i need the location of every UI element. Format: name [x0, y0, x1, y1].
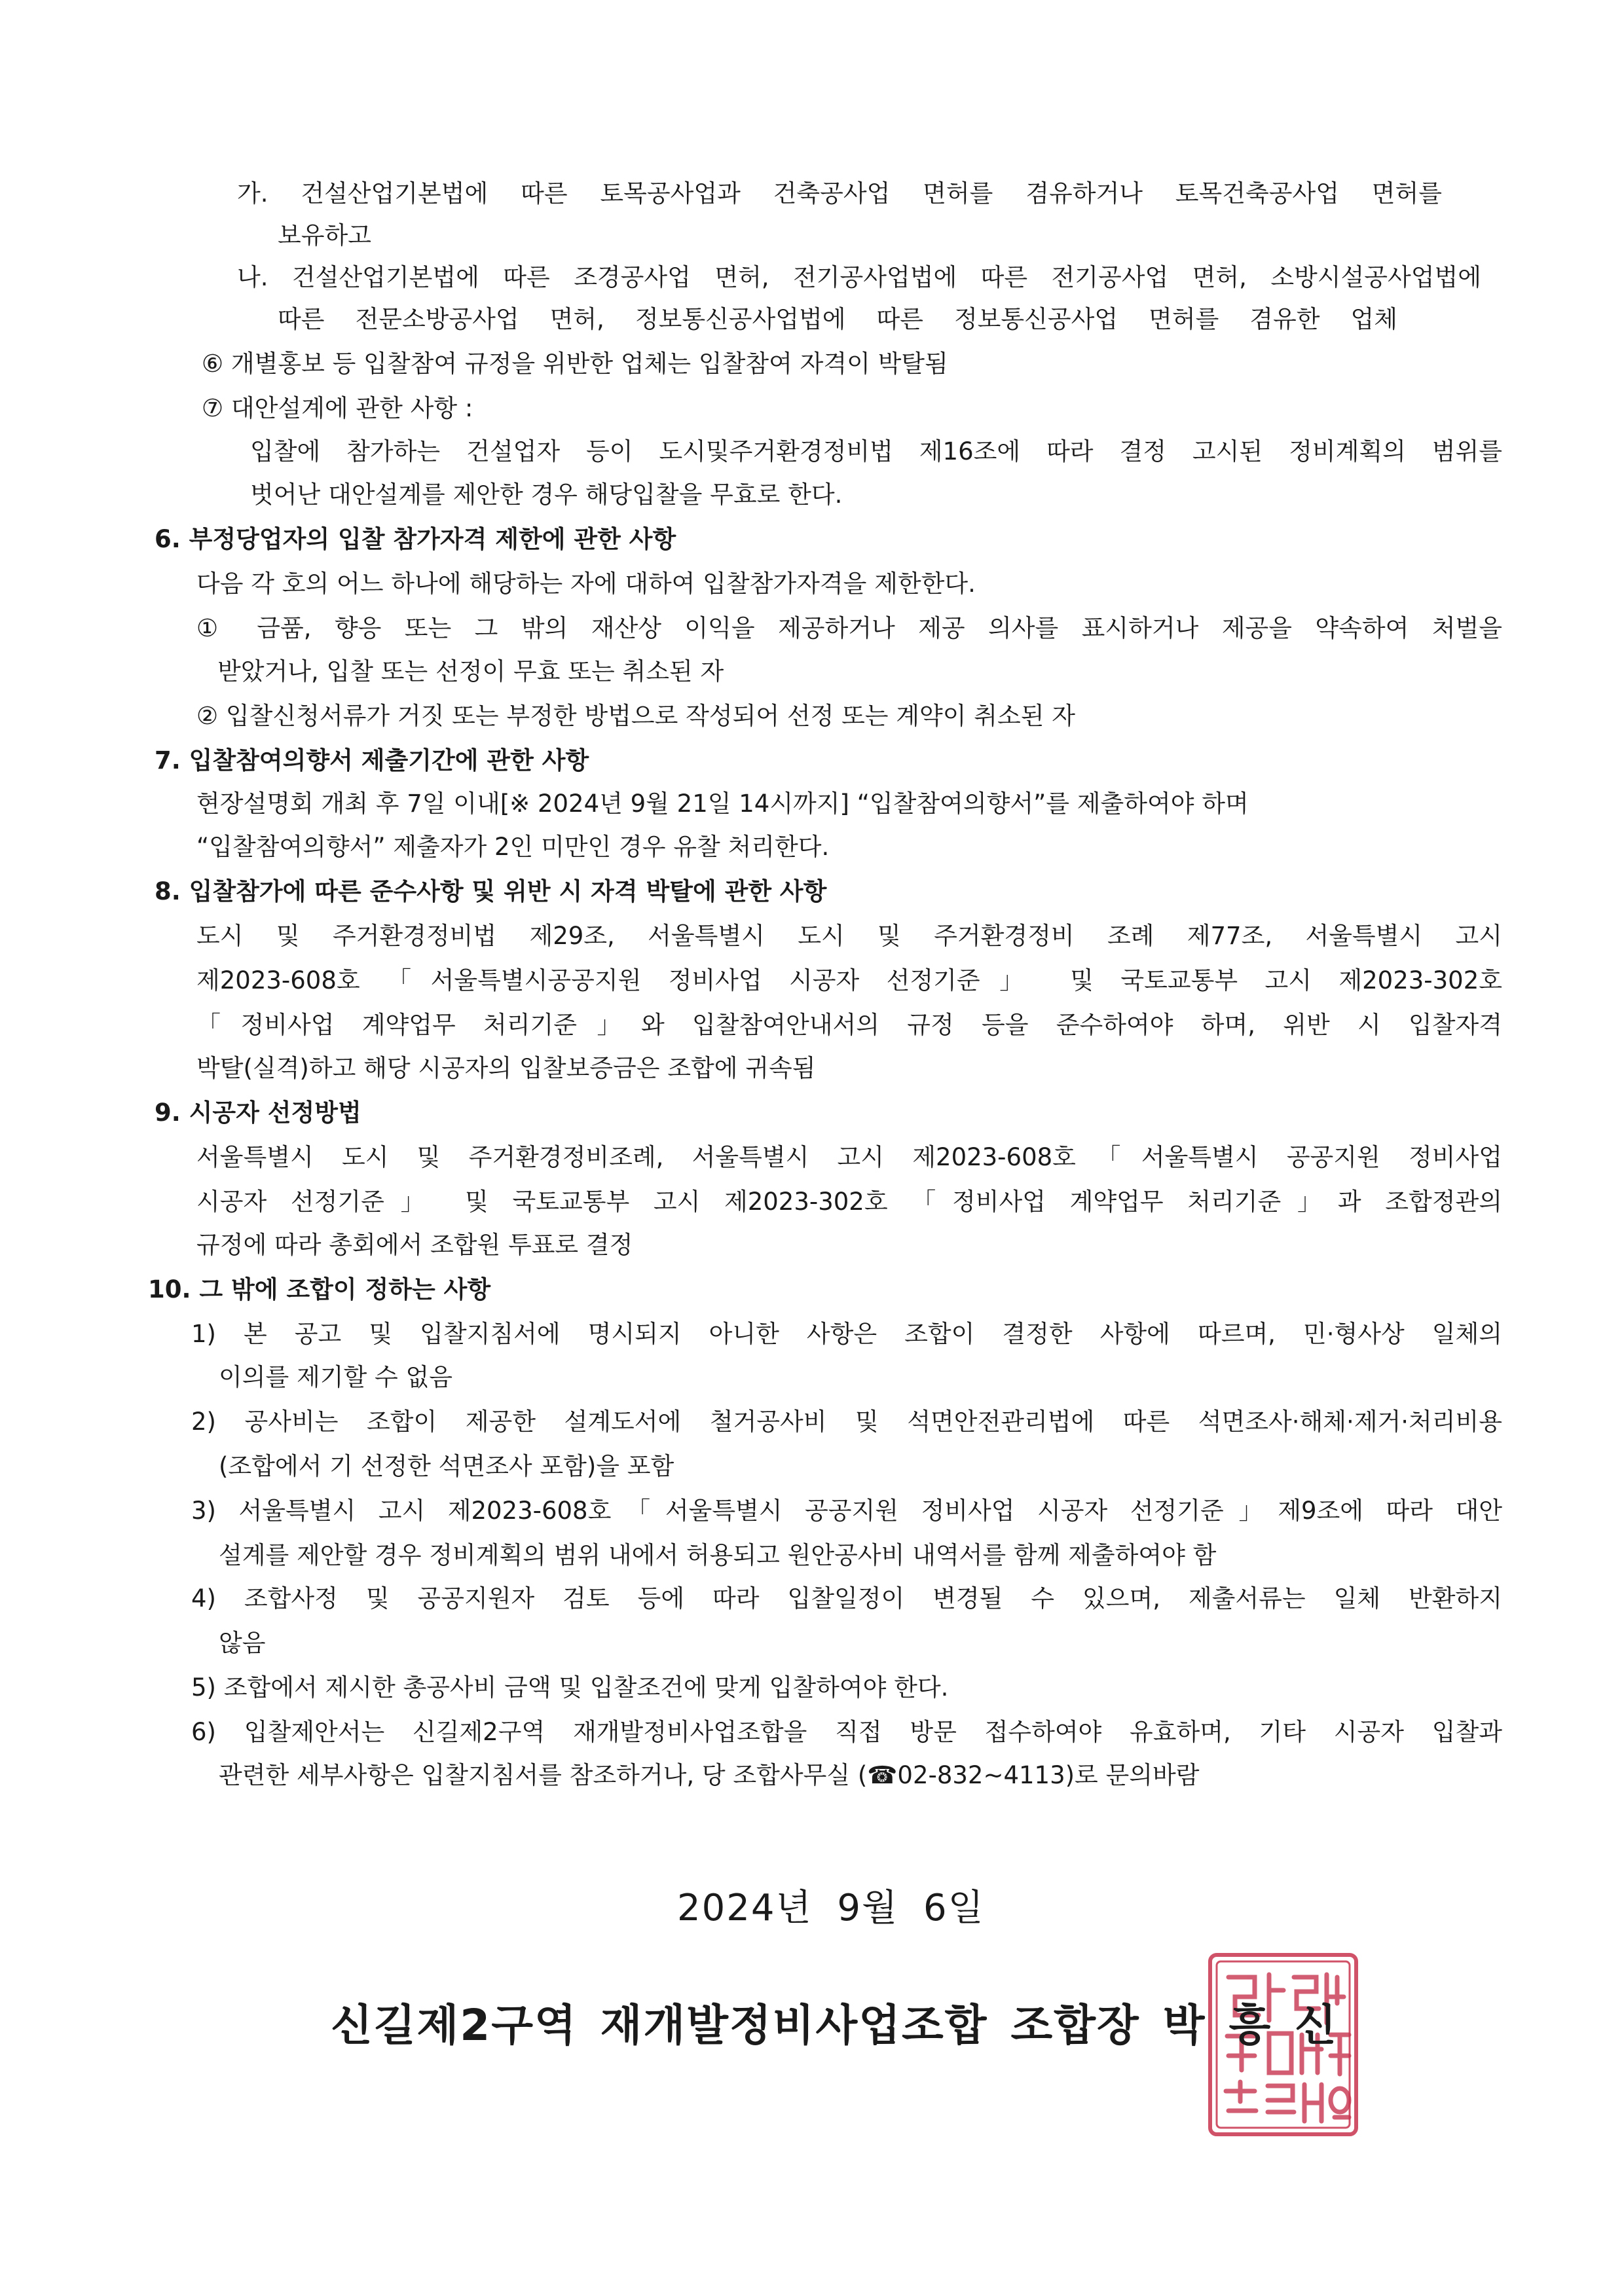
section-10-item2-line2: (조합에서 기 선정한 석면조사 포함)을 포함 [219, 1452, 674, 1480]
section-10-item4-line2: 않음 [219, 1629, 266, 1657]
alt-design-line1: 입찰에 참가하는 건설업자 등이 도시및주거환경정비법 제16조에 따라 결정 고시된 정비계획의 범위를 [250, 437, 1502, 465]
section-8-heading: 8. 입찰참가에 따른 준수사항 및 위반 시 자격 박탈에 관한 사항 [155, 877, 827, 905]
section-9-line1: 서울특별시 도시 및 주거환경정비조례, 서울특별시 고시 제2023-608호「서울특별시 공공지원 정비사업 [196, 1143, 1502, 1171]
section-10-item1-line1: 1) 본 공고 및 입찰지침서에 명시되지 아니한 사항은 조합이 결정한 사항에 따르며, 민·형사상 일체의 [191, 1320, 1502, 1348]
section-10-item3-line1: 3) 서울특별시 고시 제2023-608호「서울특별시 공공지원 정비사업 시공자 선정기준」제9조에 따라 대안 [191, 1497, 1502, 1525]
item-ga-line2: 보유하고 [278, 221, 371, 249]
section-8-line4: 박탈(실격)하고 해당 시공자의 입찰보증금은 조합에 귀속됨 [196, 1054, 816, 1082]
section-10-item4-line1: 4) 조합사정 및 공공지원자 검토 등에 따라 입찰일정이 변경될 수 있으며, 제출서류는 일체 반환하지 [191, 1584, 1502, 1613]
section-8-line1: 도시 및 주거환경정비법 제29조, 서울특별시 도시 및 주거환경정비 조례 제77조, 서울특별시 고시 [196, 922, 1502, 950]
section-6-heading: 6. 부정당업자의 입찰 참가자격 제한에 관한 사항 [155, 525, 676, 553]
section-7-line2: “입찰참여의향서” 제출자가 2인 미만인 경우 유찰 처리한다. [196, 833, 830, 861]
section-10-item6-line1: 6) 입찰제안서는 신길제2구역 재개발정비사업조합을 직접 방문 접수하여야 유효하며, 기타 시공자 입찰과 [191, 1718, 1502, 1746]
section-9-line3: 규정에 따라 총회에서 조합원 투표로 결정 [196, 1231, 633, 1259]
item-na-line1: 나. 건설산업기본법에 따른 조경공사업 면허, 전기공사업법에 따른 전기공사업 면허, 소방시설공사업법에 [237, 263, 1481, 291]
section-7-line1: 현장설명회 개최 후 7일 이내[※ 2024년 9월 21일 14시까지] “입찰참여의향서”를 제출하여야 하며 [196, 790, 1249, 818]
section-10-item1-line2: 이의를 제기할 수 없음 [219, 1363, 452, 1391]
item-ga-line1: 가. 건설산업기본법에 따른 토목공사업과 건축공사업 면허를 겸유하거나 토목건축공사업 면허를 [237, 179, 1442, 208]
signature-line: 신길제2구역 재개발정비사업조합 조합장 박 흥 신 [331, 2000, 1338, 2050]
item-na-line2: 따른 전문소방공사업 면허, 정보통신공사업법에 따른 정보통신공사업 면허를 겸유한 업체 [278, 305, 1397, 333]
section-10-item2-line1: 2) 공사비는 조합이 제공한 설계도서에 철거공사비 및 석면안전관리법에 따른 석면조사·해체·제거·처리비용 [191, 1408, 1502, 1436]
section-9-line2: 시공자 선정기준」 및 국토교통부 고시 제2023-302호 「정비사업 계약업무 처리기준」과 조합정관의 [196, 1188, 1502, 1216]
section-7-heading: 7. 입찰참여의향서 제출기간에 관한 사항 [155, 746, 589, 774]
section-6-intro: 다음 각 호의 어느 하나에 해당하는 자에 대하여 입찰참가자격을 제한한다. [196, 570, 976, 598]
item-6-circled: ⑥ 개별홍보 등 입찰참여 규정을 위반한 업체는 입찰참여 자격이 박탈됨 [202, 350, 948, 378]
section-10-item6-line2: 관련한 세부사항은 입찰지침서를 참조하거나, 당 조합사무실 (☎02-832~4113)로 문의바람 [219, 1761, 1200, 1789]
section-10-item5: 5) 조합에서 제시한 총공사비 금액 및 입찰조건에 맞게 입찰하여야 한다. [191, 1673, 949, 1702]
section-9-heading: 9. 시공자 선정방법 [155, 1099, 361, 1127]
section-6-item2: ② 입찰신청서류가 거짓 또는 부정한 방법으로 작성되어 선정 또는 계약이 취소된 자 [196, 702, 1076, 730]
section-10-heading: 10. 그 밖에 조합이 정하는 사항 [148, 1275, 491, 1303]
section-6-item1-line1: ① 금품, 향응 또는 그 밖의 재산상 이익을 제공하거나 제공 의사를 표시하거나 제공을 약속하여 처벌을 [196, 614, 1502, 642]
notice-date: 2024년 9월 6일 [677, 1887, 985, 1929]
item-7-circled: ⑦ 대안설계에 관한 사항 : [202, 394, 473, 422]
alt-design-line2: 벗어난 대안설계를 제안한 경우 해당입찰을 무효로 한다. [250, 481, 843, 509]
section-8-line2: 제2023-608호 「서울특별시공공지원 정비사업 시공자 선정기준」 및 국토교통부 고시 제2023-302호 [196, 966, 1502, 994]
section-8-line3: 「정비사업 계약업무 처리기준」와 입찰참여안내서의 규정 등을 준수하여야 하며, 위반 시 입찰자격 [196, 1011, 1502, 1039]
section-6-item1-line2: 받았거나, 입찰 또는 선정이 무효 또는 취소된 자 [217, 657, 724, 685]
section-10-item3-line2: 설계를 제안할 경우 정비계획의 범위 내에서 허용되고 원안공사비 내역서를 함께 제출하여야 함 [219, 1541, 1217, 1569]
